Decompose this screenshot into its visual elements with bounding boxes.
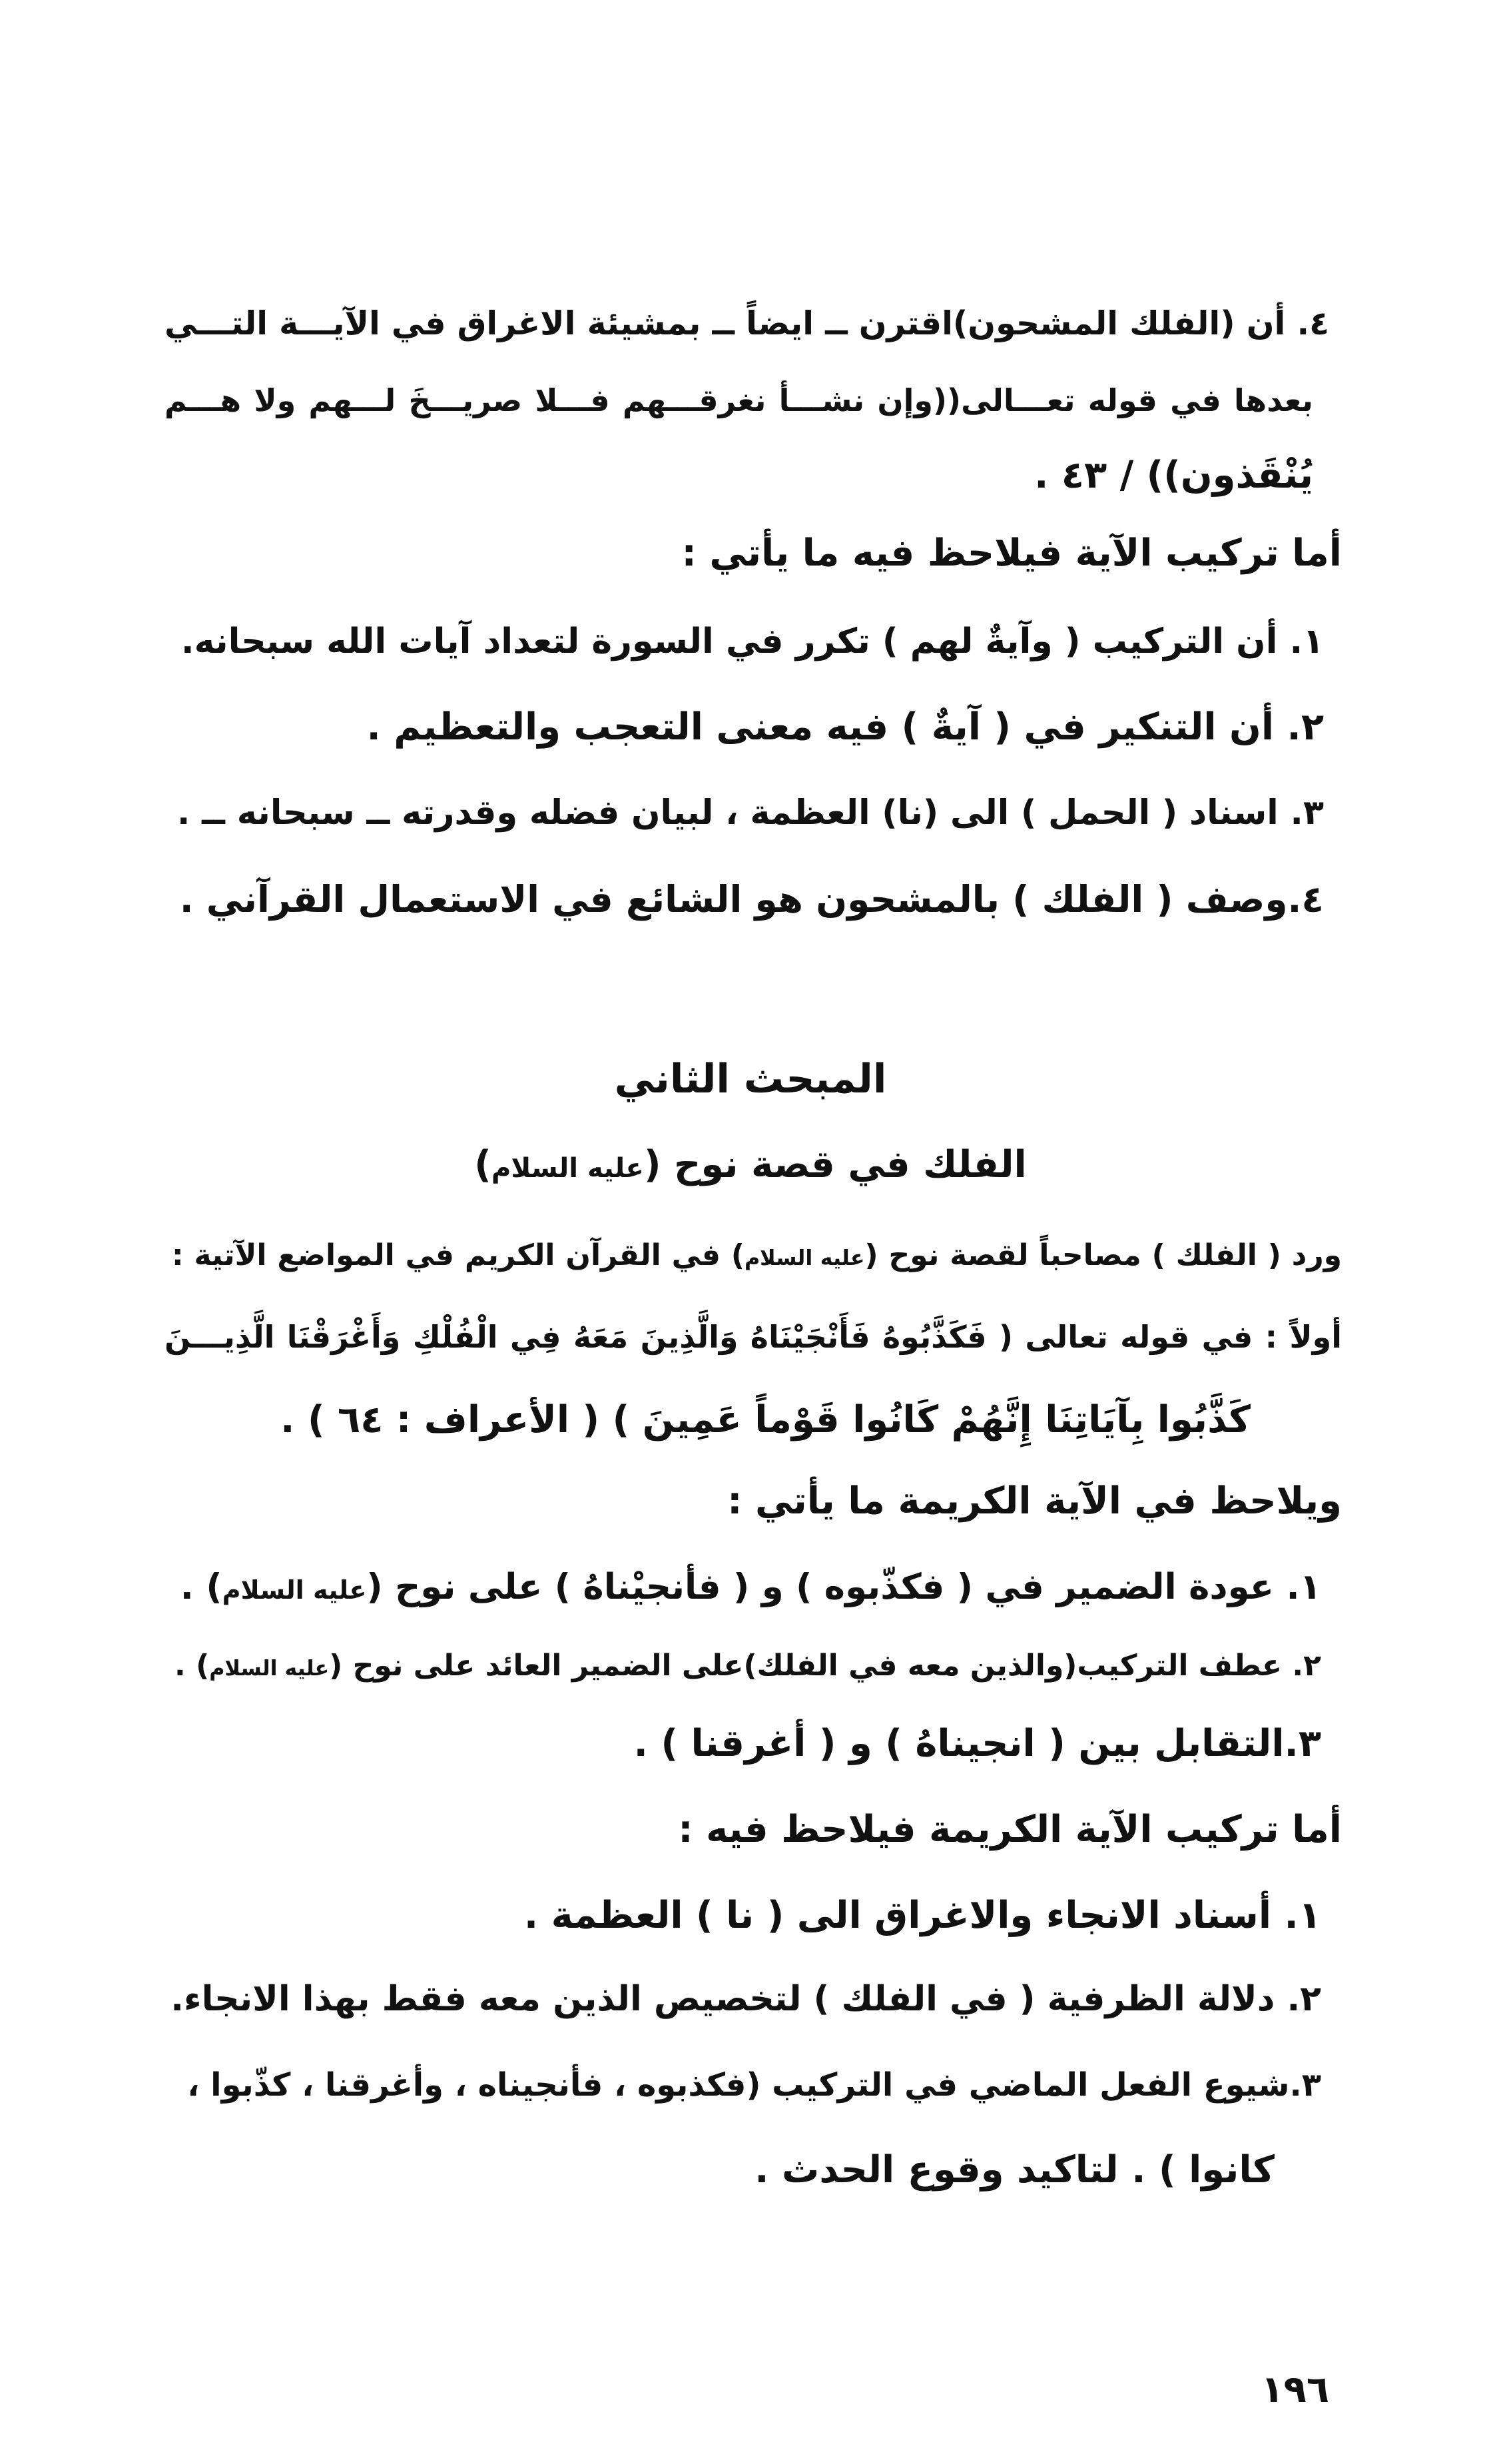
observation-text: ٢. عطف التركيب(والذين معه في الفلك)على الضمير العائد على نوح (: [329, 1649, 1321, 1683]
composition-heading: أما تركيب الآية فيلاحظ فيه ما يأتي :: [681, 532, 1342, 575]
honorific-ligature: عليه السلام: [491, 1152, 644, 1184]
observation-item-3: ٣.التقابل بين ( انجيناهُ ) و ( أغرقنا ) .: [633, 1722, 1321, 1765]
intro-text: ورد ( الفلك ) مصاحباً لقصة نوح (: [864, 1238, 1342, 1272]
composition-2-item-3-line-2: كانوا ) . لتاكيد وقوع الحدث .: [754, 2148, 1275, 2192]
intro-paragraph: [172, 1222, 1342, 1292]
subtitle-text: الفلك في قصة نوح (: [643, 1143, 1027, 1186]
section-subtitle: [0, 1132, 1501, 1202]
list-item-4-line-1: ٤. أن (الفلك المشحون)اقترن ــ ايضاً ــ بمشيئة الاغراق في الآيـــة التـــي: [164, 304, 1329, 342]
composition-2-item-3-line-1: ٣.شيوع الفعل الماضي في التركيب (فكذبوه ، فأنجيناه ، وأغرقنا ، كذّبوا ،: [187, 2066, 1321, 2104]
composition-item-3: ٣. اسناد ( الحمل ) الى (نا) العظمة ، لبيان فضله وقدرته ــ سبحانه ــ .: [177, 793, 1324, 833]
section-title: المبحث الثاني: [614, 1056, 887, 1102]
verse-line-1: أولاً : في قوله تعالى ( فَكَذَّبُوهُ فَأَنْجَيْنَاهُ وَالَّذِينَ مَعَهُ فِي الْفُلْكِ وَأَغْرَقْنَا الَّذِيـــنَ: [164, 1319, 1342, 1355]
observation-item-2: [164, 1633, 1321, 1702]
list-item-4-line-3: يُنْقَذون)) / ٤٣ .: [1034, 454, 1313, 497]
observation-item-1: [164, 1554, 1321, 1623]
observation-text: ١. عودة الضمير في ( فكذّبوه ) و ( فأنجيْناهُ ) على نوح (: [366, 1567, 1321, 1607]
honorific-ligature: عليه السلام: [222, 1575, 367, 1605]
honorific-ligature: عليه السلام: [209, 1657, 330, 1681]
composition-2-item-2: ٢. دلالة الظرفية ( في الفلك ) لتخصيص الذين معه فقط بهذا الانجاء.: [170, 1979, 1321, 2019]
composition-item-2: ٢. أن التنكير في ( آيةٌ ) فيه معنى التعجب والتعظيم .: [366, 705, 1324, 749]
composition-item-1: ١. أن التركيب ( وآيةٌ لهم ) تكرر في السورة لتعداد آيات الله سبحانه.: [180, 621, 1324, 661]
subtitle-text-end: ): [474, 1143, 491, 1186]
composition-2-item-1: ١. أسناد الانجاء والاغراق الى ( نا ) العظمة .: [523, 1894, 1321, 1937]
observation-text-end: ) .: [180, 1567, 222, 1607]
observation-text-end: ) .: [174, 1649, 210, 1683]
verse-line-2: كَذَّبُوا بِآيَاتِنَا إِنَّهُمْ كَانُوا قَوْماً عَمِينَ ) ( الأعراف : ٦٤ ) .: [280, 1398, 1251, 1441]
honorific-ligature: عليه السلام: [744, 1246, 865, 1270]
list-item-4-line-2: بعدها في قوله تعـــالى((وإن نشـــأ نغرقـــهم فـــلا صريـــخَ لـــهم ولا هـــم: [164, 382, 1313, 418]
composition-item-4: ٤.وصف ( الفلك ) بالمشحون هو الشائع في الاستعمال القرآني .: [179, 878, 1324, 921]
page-number: ١٩٦: [1261, 2368, 1329, 2411]
intro-text-end: ) في القرآن الكريم في المواضع الآتية :: [172, 1238, 745, 1272]
observations-heading: ويلاحظ في الآية الكريمة ما يأتي :: [727, 1479, 1342, 1523]
composition-2-heading: أما تركيب الآية الكريمة فيلاحظ فيه :: [678, 1808, 1342, 1851]
